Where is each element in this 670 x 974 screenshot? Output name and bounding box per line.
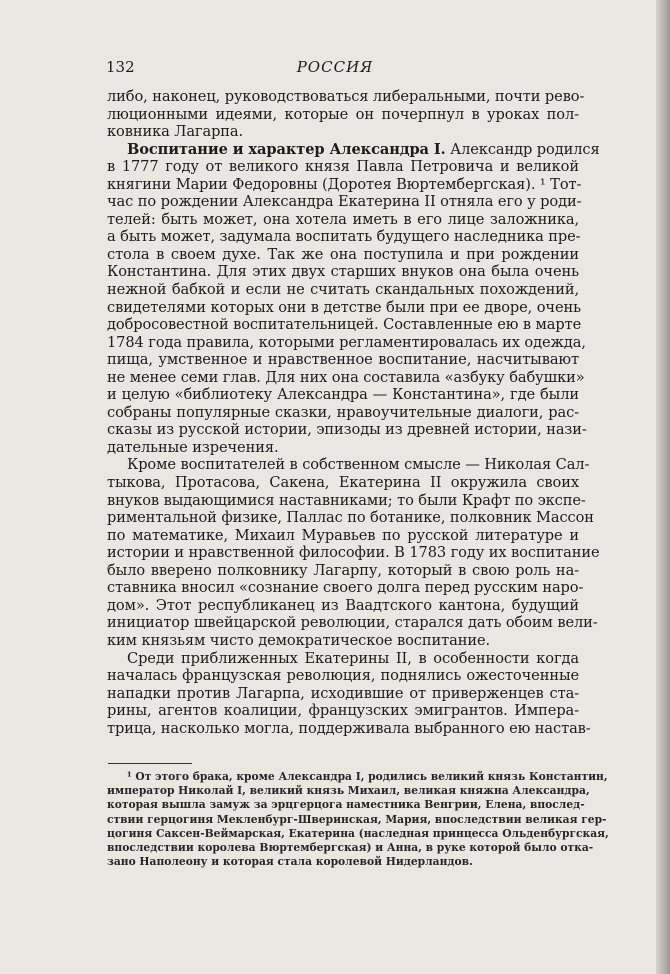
text-line xyxy=(107,316,582,334)
text-line xyxy=(107,175,582,194)
footnote-line-text: впоследствии королева Вюртембергская) и Анна, в руке которой было отка- xyxy=(107,840,594,854)
text-line xyxy=(107,386,579,404)
text-line-text: собраны популярные сказки, нравоучительные диалоги, рас- xyxy=(107,403,579,421)
text-line-text: внуков выдающимися наставниками; то были Крафт по экспе- xyxy=(107,491,586,509)
text-line-text: добросовестной воспитательницей. Составленные ею в марте xyxy=(107,316,582,334)
text-line xyxy=(107,562,579,580)
text-line xyxy=(107,685,579,703)
text-line xyxy=(107,491,586,510)
text-line xyxy=(107,421,587,439)
text-line xyxy=(107,123,579,141)
text-line xyxy=(107,439,579,457)
text-line xyxy=(107,650,579,668)
text-line-text: 1784 года правила, которыми регламентировалась их одежда, xyxy=(107,333,586,351)
footnote-line-text: император Николай I, великий князь Михаил, великая княжна Александра, xyxy=(107,784,590,798)
text-line xyxy=(107,368,585,387)
text-line xyxy=(107,667,579,685)
text-line-text: пища, умственное и нравственное воспитание, насчитывают xyxy=(107,351,579,369)
text-line xyxy=(107,614,598,632)
text-line xyxy=(107,509,594,527)
footnote-line-text: цогиня Саксен-Веймарская, Екатерина (наследная принцесса Ольденбургская, xyxy=(107,826,609,840)
text-line xyxy=(107,140,600,159)
footnote-line xyxy=(107,770,608,784)
text-line-text: либо, наконец, руководствоваться либеральными, почти рево- xyxy=(107,88,585,105)
text-line-text: княгини Марии Федоровны (Доротея Вюртембергская). ¹ Тот- xyxy=(107,175,582,193)
text-line-text: дом». Этот республиканец из Ваадтского кантона, будущий xyxy=(107,596,579,614)
text-line xyxy=(107,158,579,176)
text-line-text: рины, агентов коалиции, французских эмигрантов. Импера- xyxy=(107,702,579,720)
text-line-text: ставника вносил «сознание своего долга перед русским наро- xyxy=(107,579,584,597)
text-line xyxy=(107,263,579,281)
text-line xyxy=(107,333,586,352)
footnote-line-text: ¹ От этого брака, кроме Александра I, родились великий князь Константин, xyxy=(127,770,608,783)
text-line xyxy=(107,299,579,317)
text-line-text: дательные изречения. xyxy=(107,438,279,456)
text-line-text: нападки против Лагарпа, исходившие от приверженцев ста- xyxy=(107,684,579,702)
text-line-text: началась французская революция, поднялись ожесточенные xyxy=(107,667,579,685)
text-line-text: час по рождении Александра Екатерина II отняла его у роди- xyxy=(107,193,582,211)
text-line-text: а быть может, задумала воспитать будущего наследника пре- xyxy=(107,228,581,246)
footnote-line xyxy=(107,812,607,827)
section-heading: Воспитание и характер Александра I. xyxy=(127,140,446,158)
text-line xyxy=(107,281,579,299)
footnote-line-text: ствии герцогиня Мекленбург-Шверинская, Мария, впоследствии великая гер- xyxy=(107,812,607,826)
text-line-text: по математике, Михаил Муравьев по русской литературе и xyxy=(107,526,579,544)
text-line-text: сказы из русской истории, эпизоды из древней истории, нази- xyxy=(107,421,587,439)
text-line-text: риментальной физике, Паллас по ботанике, полковник Массон xyxy=(107,509,594,527)
text-line-text: стола в своем духе. Так же она поступила и при рождении xyxy=(107,245,579,263)
text-line-text: и целую «библиотеку Александра — Константина», где были xyxy=(107,386,579,404)
text-line xyxy=(107,404,579,422)
text-line xyxy=(107,211,579,229)
text-line xyxy=(107,719,591,738)
footnote-line xyxy=(107,855,579,869)
footnote-line xyxy=(107,826,609,841)
footnote-line-text: зано Наполеону и которая стала королевой Нидерландов. xyxy=(107,855,473,869)
text-line xyxy=(107,106,579,124)
page-edge-shadow xyxy=(656,0,670,974)
text-line-text: Кроме воспитателей в собственном смысле — Николая Сал- xyxy=(127,456,590,474)
text-line-text: инициатор швейцарской революции, старался дать обоим вели- xyxy=(107,614,598,632)
footnotes xyxy=(107,770,609,869)
text-line-text: было вверено полковнику Лагарпу, который в свою роль на- xyxy=(107,561,579,579)
text-line-text: Александр родился xyxy=(445,140,600,158)
footnote-line xyxy=(107,840,594,855)
footnote-line xyxy=(107,784,590,798)
text-line-text: Среди приближенных Екатерины II, в особенности когда xyxy=(127,649,579,667)
text-line-text: ким князьям чисто демократическое воспитание. xyxy=(107,631,491,649)
text-line xyxy=(107,544,600,562)
text-line xyxy=(107,246,579,264)
text-line-text: не менее семи глав. Для них она составила «азбуку бабушки» xyxy=(107,368,585,386)
text-line-text: свидетелями которых они в детстве были при ее дворе, очень xyxy=(107,298,581,316)
text-line-text: нежной бабкой и если не считать скандальных похождений, xyxy=(107,281,579,299)
text-line-text: ковника Лагарпа. xyxy=(107,123,244,141)
main-text xyxy=(107,88,600,737)
text-line xyxy=(107,193,582,211)
footnote-line xyxy=(107,798,585,812)
text-line-text: телей: быть может, она хотела иметь в его лице заложника, xyxy=(107,210,579,228)
text-line xyxy=(107,88,585,106)
text-line xyxy=(107,351,579,369)
text-line-text: люционными идеями, которые он почерпнул в уроках пол- xyxy=(107,105,579,123)
text-line xyxy=(107,474,579,492)
page-number: 132 xyxy=(106,58,135,76)
text-line-text: тыкова, Протасова, Сакена, Екатерина II окружила своих xyxy=(107,474,579,492)
footnote-divider xyxy=(108,763,192,764)
text-line-text: в 1777 году от великого князя Павла Петровича и великой xyxy=(107,158,579,176)
text-line xyxy=(107,702,579,720)
text-line xyxy=(107,632,579,650)
text-line-text: истории и нравственной философии. В 1783 году их воспитание xyxy=(107,544,600,562)
footnote-line-text: которая вышла замуж за эрцгерцога наместника Венгрии, Елена, впослед- xyxy=(107,798,585,812)
text-line-text: трица, насколько могла, поддерживала выбранного ею настав- xyxy=(107,719,591,737)
text-line xyxy=(107,228,579,246)
text-line xyxy=(107,597,579,615)
text-line-text: Константина. Для этих двух старших внуков она была очень xyxy=(107,263,579,281)
text-line xyxy=(107,456,590,474)
text-line xyxy=(107,527,579,545)
running-title: РОССИЯ xyxy=(296,58,374,76)
text-line xyxy=(107,579,584,597)
